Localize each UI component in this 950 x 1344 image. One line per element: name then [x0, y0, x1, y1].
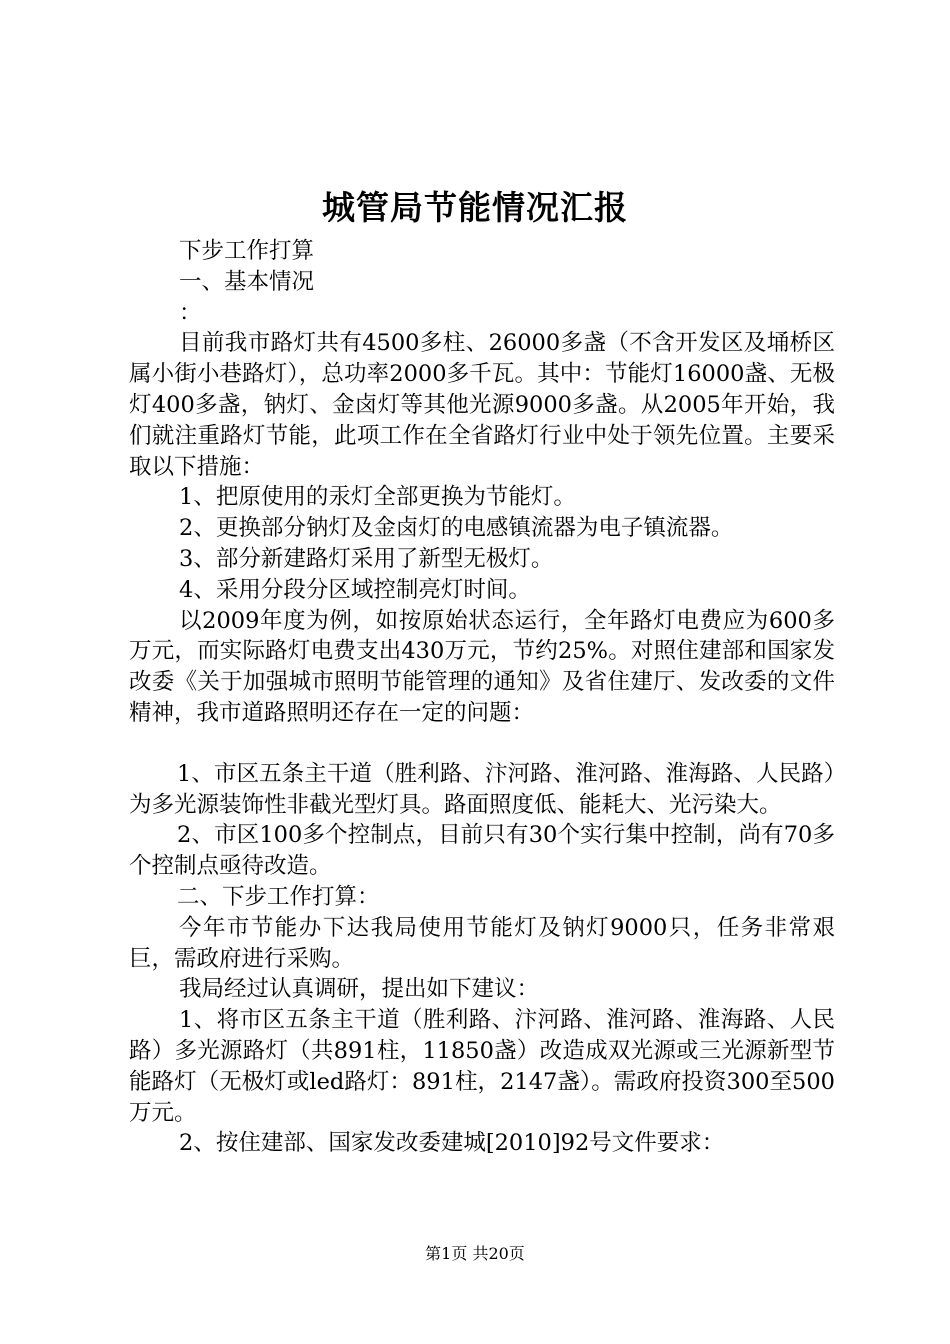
paragraph-streetlight-overview: 目前我市路灯共有4500多柱、26000多盏（不含开发区及埇桥区属小街小巷路灯），总功率2000多千瓦。其中：节能灯16000盏、无极灯400多盏，钠灯、金卤灯等其他光源9000多盏。从2005年开始，我们就注重路灯节能，此项工作在全省路灯行业中处于领先位置。主要采取以下措施： — [129, 330, 835, 480]
paragraph-next-steps-section: 二、下步工作打算： — [177, 883, 380, 910]
paragraph-problem-1: 1、市区五条主干道（胜利路、汴河路、淮河路、淮海路、人民路）为多光源装饰性非截光型灯具。路面照度低、能耗大、光污染大。 — [129, 760, 835, 818]
page-footer: 第1页 共20页 — [425, 1244, 525, 1263]
paragraph-2009-example: 以2009年度为例，如按原始状态运行，全年路灯电费应为600多万元，而实际路灯电费支出430万元，节约25%。对照住建部和国家发改委《关于加强城市照明节能管理的通知》及省住建厅、发改委的文件精神，我市道路照明还存在一定的问题： — [129, 607, 835, 726]
paragraph-next-steps-heading: 下步工作打算 — [179, 238, 315, 264]
document-body — [129, 236, 835, 1159]
paragraph-measure-2: 2、更换部分钠灯及金卤灯的电感镇流器为电子镇流器。 — [179, 515, 734, 542]
document-title: 城管局节能情况汇报 — [322, 188, 628, 227]
paragraph-suggestions-intro: 我局经过认真调研，提出如下建议： — [179, 976, 540, 1003]
paragraph-energy-task: 今年市节能办下达我局使用节能灯及钠灯9000只，任务非常艰巨，需政府进行采购。 — [129, 914, 835, 972]
paragraph-measure-1: 1、把原使用的汞灯全部更换为节能灯。 — [179, 484, 576, 511]
paragraph-colon: ： — [179, 299, 202, 326]
paragraph-basic-situation-heading: 一、基本情况 — [179, 268, 315, 295]
paragraph-measure-3: 3、部分新建路灯采用了新型无极灯。 — [179, 545, 554, 572]
paragraph-problem-2: 2、市区100多个控制点，目前只有30个实行集中控制，尚有70多个控制点亟待改造。 — [129, 822, 835, 880]
paragraph-suggestion-1: 1、将市区五条主干道（胜利路、汴河路、淮河路、淮海路、人民路）多光源路灯（共891柱，11850盏）改造成双光源或三光源新型节能路灯（无极灯或led路灯：891柱，2147盏）。需政府投资300至500万元。 — [129, 1007, 835, 1126]
paragraph-suggestion-2: 2、按住建部、国家发改委建城[2010]92号文件要求： — [179, 1130, 725, 1157]
paragraph-gap — [129, 729, 835, 759]
paragraph-measure-4: 4、采用分段分区域控制亮灯时间。 — [179, 576, 531, 603]
